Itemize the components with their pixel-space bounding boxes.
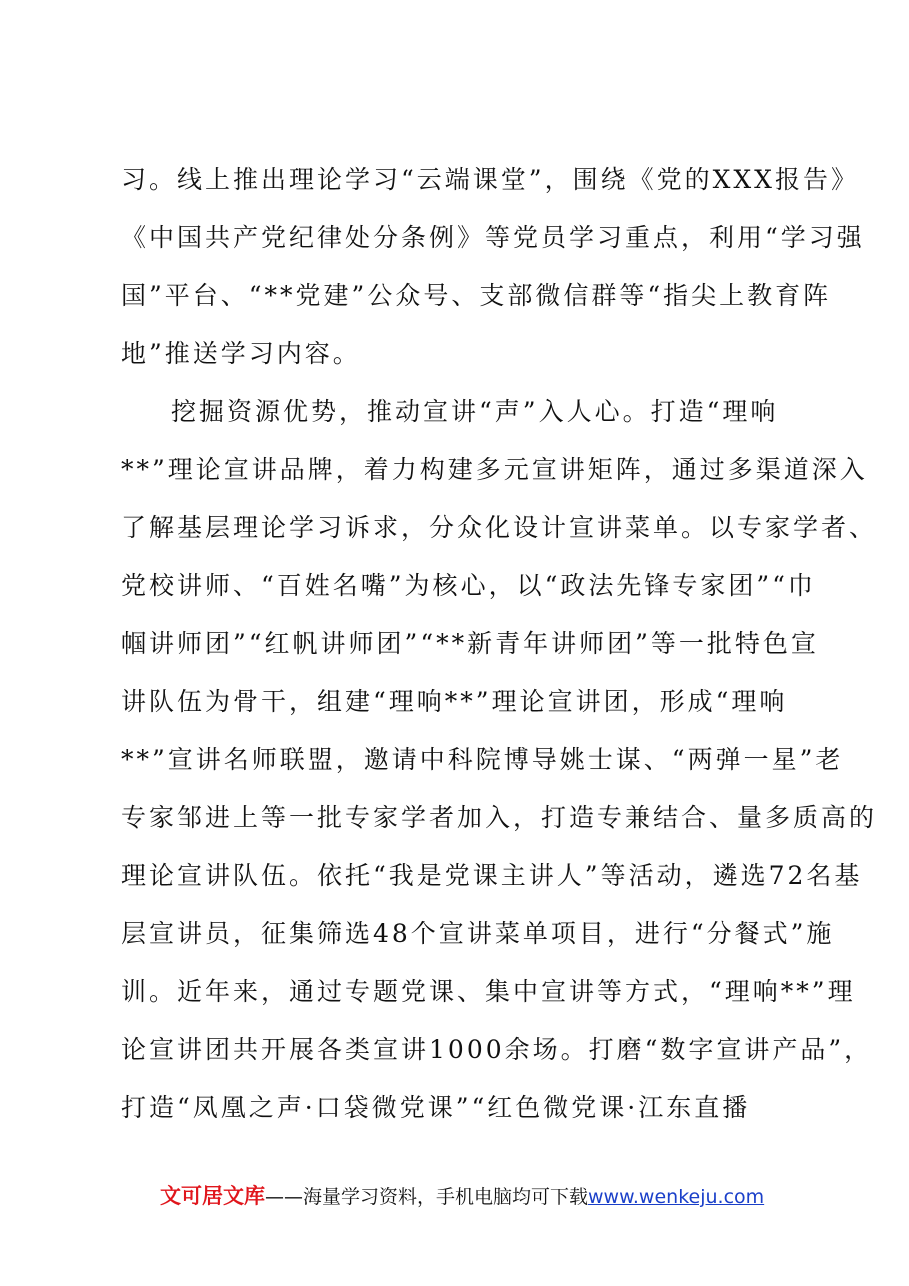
- text-line: 帼讲师团”“红帆讲师团”“**新青年讲师团”等一批特色宣: [121, 629, 819, 658]
- text-line: 了解基层理论学习诉求，分众化设计宣讲菜单。以专家学者、: [121, 513, 878, 542]
- footer-banner: [160, 1180, 780, 1212]
- text-line: 论宣讲团共开展各类宣讲1000余场。打磨“数字宣讲产品”，: [121, 1035, 873, 1064]
- text-line: 层宣讲员，征集筛选48个宣讲菜单项目，进行“分餐式”施: [121, 919, 835, 948]
- paragraph-first-line: 挖掘资源优势，推动宣讲“声”入人心。打造“理响: [171, 397, 779, 426]
- text-line: 地”推送学习内容。: [121, 339, 361, 368]
- text-line: 理论宣讲队伍。依托“我是党课主讲人”等活动，遴选72名基: [121, 861, 863, 890]
- footer-tagline: ——海量学习资料，手机电脑均可下载: [265, 1186, 589, 1208]
- text-line: 党校讲师、“百姓名嘴”为核心，以“政法先锋专家团”“巾: [121, 571, 816, 600]
- text-line: **”理论宣讲品牌，着力构建多元宣讲矩阵，通过多渠道深入: [121, 455, 868, 484]
- text-line: 打造“凤凰之声·口袋微党课”“红色微党课·江东直播: [121, 1093, 751, 1122]
- text-line: 讲队伍为骨干，组建“理响**”理论宣讲团，形成“理响: [121, 687, 788, 716]
- text-line: 训。近年来，通过专题党课、集中宣讲等方式，“理响**”理: [121, 977, 856, 1006]
- text-line: 国”平台、“**党建”公众号、支部微信群等“指尖上教育阵: [121, 281, 832, 310]
- website-link[interactable]: www.wenkeju.com: [588, 1186, 765, 1208]
- brand-name: 文可居文库: [160, 1184, 265, 1208]
- text-line: 《中国共产党纪律处分条例》等党员学习重点，利用“学习强: [121, 223, 865, 252]
- text-line: 习。线上推出理论学习“云端课堂”，围绕《党的XXX报告》: [121, 165, 859, 194]
- text-line: **”宣讲名师联盟，邀请中科院博导姚士谋、“两弹一星”老: [121, 745, 844, 774]
- text-line: 专家邹进上等一批专家学者加入，打造专兼结合、量多质高的: [121, 803, 878, 832]
